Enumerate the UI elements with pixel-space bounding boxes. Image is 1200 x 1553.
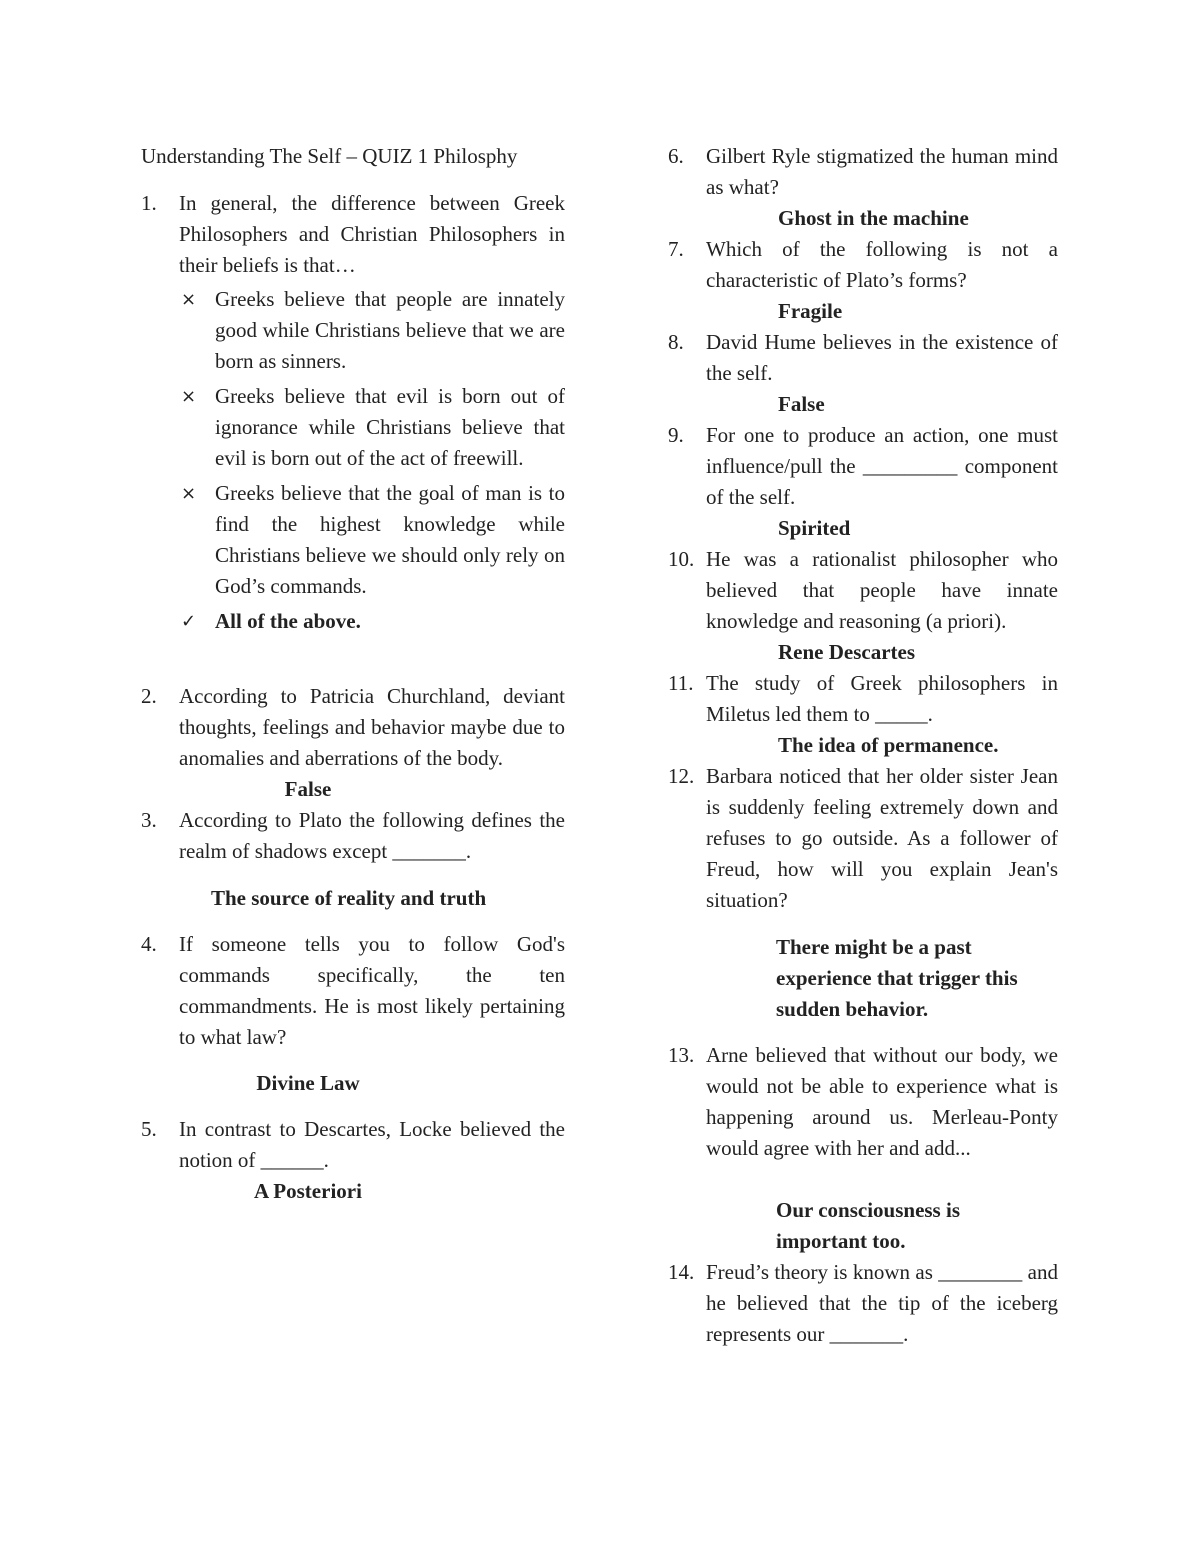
question-6 — [668, 141, 1058, 203]
question-number: 9. — [668, 423, 684, 447]
question-14 — [668, 1257, 1058, 1350]
answer: Our consciousness is important too. — [776, 1198, 960, 1253]
question-number: 12. — [668, 764, 695, 788]
question-number: 11. — [668, 671, 694, 695]
option-list — [179, 284, 565, 637]
question-text: He was a rationalist philosopher who believed that people have innate knowledge and reasoning (a priori). — [706, 547, 1058, 633]
answer: Divine Law — [256, 1071, 360, 1095]
question-text: Freud’s theory is known as ________ and he believed that the tip of the iceberg represents our _______. — [706, 1260, 1058, 1346]
answer: Rene Descartes — [778, 640, 916, 664]
cross-icon: × — [181, 386, 197, 407]
question-number: 10. — [668, 547, 695, 571]
question-number: 1. — [141, 191, 157, 215]
question-11 — [668, 668, 1058, 730]
option — [179, 381, 565, 474]
question-text: Arne believed that without our body, we would not be able to experience what is happening around us. Merleau-Ponty would agree with her and add... — [706, 1043, 1058, 1160]
question-text: According to Patricia Churchland, deviant thoughts, feelings and behavior maybe due to anomalies and aberrations of the body. — [179, 684, 565, 770]
cross-icon: × — [181, 289, 197, 310]
question-text: If someone tells you to follow God's commands specifically, the ten commandments. He is most likely pertaining to what law? — [179, 932, 565, 1049]
question-text: The study of Greek philosophers in Miletus led them to _____. — [706, 671, 1058, 726]
question-text: In contrast to Descartes, Locke believed the notion of ______. — [179, 1117, 565, 1172]
question-7 — [668, 234, 1058, 296]
answer: There might be a past experience that trigger this sudden behavior. — [776, 935, 1018, 1021]
question-text: In general, the difference between Greek Philosophers and Christian Philosophers in their beliefs is that… — [179, 191, 565, 277]
question-number: 7. — [668, 237, 684, 261]
question-2 — [141, 681, 565, 774]
question-number: 3. — [141, 808, 157, 832]
question-text: For one to produce an action, one must influence/pull the _________ component of the self. — [706, 423, 1058, 509]
left-column — [141, 141, 565, 1207]
option-text: Greeks believe that people are innately good while Christians believe that we are born as sinners. — [215, 287, 565, 373]
question-text: Gilbert Ryle stigmatized the human mind as what? — [706, 144, 1058, 199]
option — [179, 284, 565, 377]
page-title: Understanding The Self – QUIZ 1 Philosphy — [141, 144, 518, 168]
answer: Spirited — [778, 516, 851, 540]
question-8 — [668, 327, 1058, 389]
question-10 — [668, 544, 1058, 637]
question-text: David Hume believes in the existence of the self. — [706, 330, 1058, 385]
question-number: 8. — [668, 330, 684, 354]
right-column — [668, 141, 1058, 1350]
question-text: According to Plato the following defines the realm of shadows except _______. — [179, 808, 565, 863]
option-text: All of the above. — [215, 609, 361, 633]
question-text: Barbara noticed that her older sister Jean is suddenly feeling extremely down and refuses to go outside. As a follower of Freud, how will you explain Jean's situation? — [706, 764, 1058, 912]
question-3 — [141, 805, 565, 867]
question-number: 2. — [141, 684, 157, 708]
question-13 — [668, 1040, 1058, 1164]
question-1 — [141, 188, 565, 637]
option-correct — [179, 606, 565, 637]
question-12 — [668, 761, 1058, 916]
answer: The source of reality and truth — [211, 886, 487, 910]
option-text: Greeks believe that the goal of man is to find the highest knowledge while Christians believe we should only rely on God’s commands. — [215, 481, 565, 598]
answer: False — [778, 392, 825, 416]
answer: False — [284, 777, 332, 801]
question-number: 4. — [141, 932, 157, 956]
question-9 — [668, 420, 1058, 513]
answer: Fragile — [778, 299, 843, 323]
question-number: 14. — [668, 1260, 695, 1284]
option — [179, 478, 565, 602]
answer: A Posteriori — [254, 1179, 362, 1203]
cross-icon: × — [181, 483, 197, 504]
question-number: 13. — [668, 1043, 695, 1067]
question-4 — [141, 929, 565, 1053]
question-text: Which of the following is not a characteristic of Plato’s forms? — [706, 237, 1058, 292]
question-number: 6. — [668, 144, 684, 168]
question-5 — [141, 1114, 565, 1176]
option-text: Greeks believe that evil is born out of ignorance while Christians believe that evil is born out of the act of freewill. — [215, 384, 565, 470]
answer: The idea of permanence. — [778, 733, 999, 757]
checkmark-icon: ✓ — [181, 611, 197, 632]
question-number: 5. — [141, 1117, 157, 1141]
answer: Ghost in the machine — [778, 206, 969, 230]
